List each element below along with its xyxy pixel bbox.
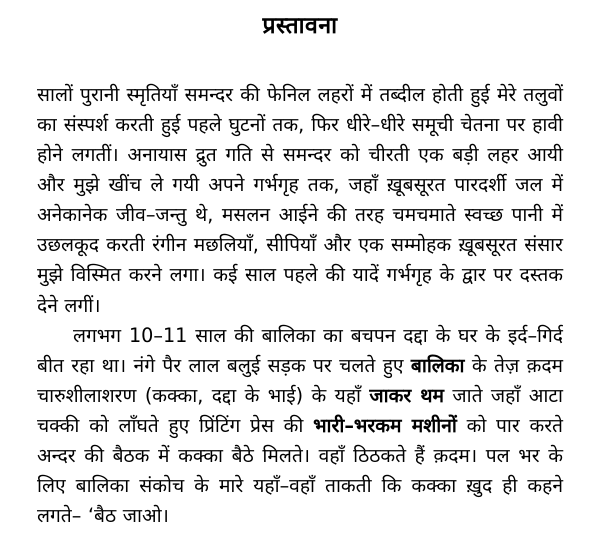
document-body — [37, 42, 563, 531]
text-run: को पार करते अन्दर की बैठक में कक्का बैठे मिलते। वहाँ ठिठकते हैं क़दम। पल भर के लिए बालिका संकोच के मारे यहाँ–वहाँ ताकती कि कक्का ख़ुद ही कहने लगते– ‘बैठ जाओ। — [37, 413, 563, 528]
text-run-bold-balika: बालिका — [410, 353, 465, 377]
text-run-bold-jaakar-tham: जाकर थम — [369, 383, 444, 407]
text-run: के तेज़ क़दम चारुशीलाशरण (कक्का, दद्दा के भाई) के यहाँ — [37, 353, 563, 407]
text-run-bold-bhari-bharkam-masheenon: भारी–भरकम मशीनों — [313, 413, 457, 437]
paragraph-2 — [37, 321, 563, 532]
text-run: लगभग 10–11 साल की बालिका का बचपन दद्दा के घर के इर्द–गिर्द बीत रहा था। नंगे पैर लाल बलुई सड़क पर चलते हुए — [37, 323, 563, 377]
text-run: जाते जहाँ आटा चक्की को लाँघते हुए प्रिंटिंग प्रेस की — [37, 383, 563, 437]
paragraph-1 — [37, 80, 563, 321]
text-run: सालों पुरानी स्मृतियाँ समन्दर की फेनिल लहरों में तब्दील होती हुई मेरे तलुवों का संस्पर्श करती हुई पहले घुटनों तक, फिर धीरे–धीरे समूची चेतना पर हावी होने लगतीं। अनायास द्रुत गति से समन्दर को चीरती एक बड़ी लहर आयी और मुझे खींच ले गयी अपने गर्भगृह तक, जहाँ ख़ूबसूरत पारदर्शी जल में अनेकानेक जीव–जन्तु थे, मसलन आईने की तरह चमचमाते स्वच्छ पानी में उछलकूद करती रंगीन मछलियाँ, सीपियाँ और एक सम्मोहक ख़ूबसूरत संसार मुझे विस्मित करने लगा। कई साल पहले की यादें गर्भगृह के द्वार पर दस्तक देने लगीं। — [37, 82, 563, 317]
page-title: प्रस्तावना — [262, 13, 338, 39]
